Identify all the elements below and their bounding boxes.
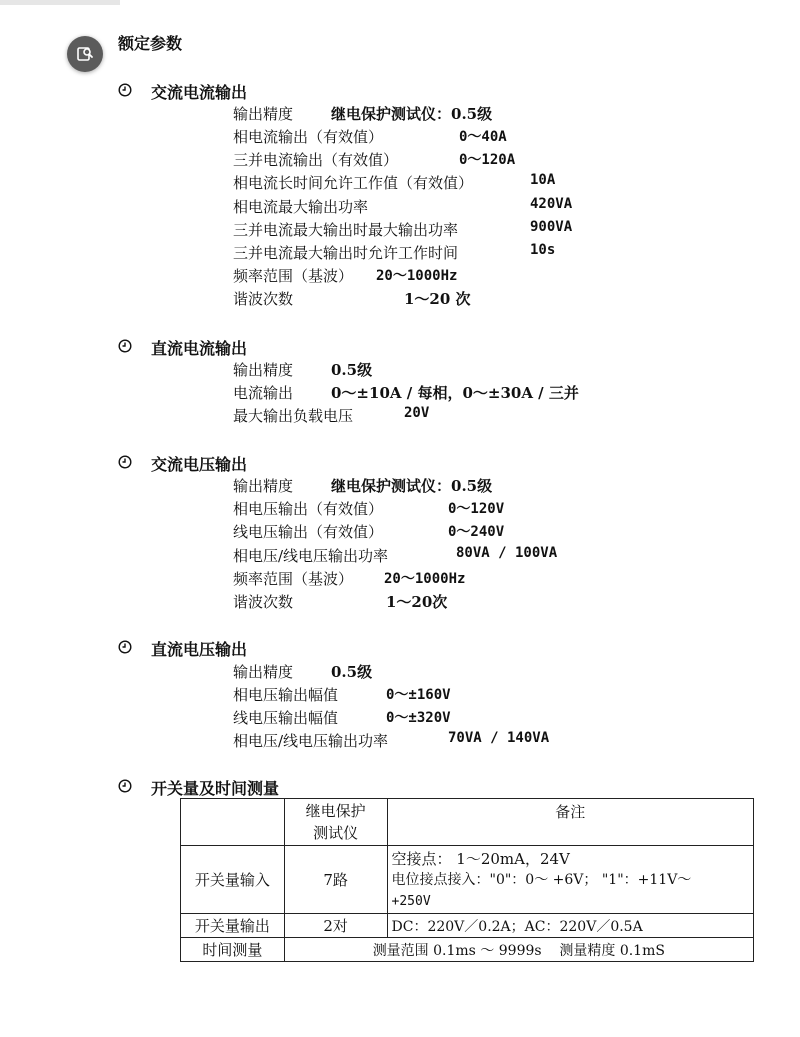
- param-key: 线电压输出（有效值）: [233, 523, 384, 541]
- param-value: 80VA / 100VA: [456, 545, 558, 561]
- param-key: 输出精度: [233, 663, 294, 681]
- param-key: 相电流最大输出功率: [233, 198, 369, 216]
- row-label: 开关量输入: [181, 846, 285, 914]
- param-value: 0.5级: [331, 361, 373, 379]
- top-strip: [0, 0, 120, 5]
- param-value: 0～±10A / 每相，0～±30A / 三并: [331, 384, 579, 402]
- section-heading-label: 交流电流输出: [151, 83, 248, 102]
- note-line: 空接点： 1～20mA，24V: [391, 849, 570, 868]
- param-key: 三并电流最大输出时最大输出功率: [233, 221, 459, 239]
- param-key: 频率范围（基波）: [233, 267, 354, 285]
- table-header-empty: [181, 799, 285, 846]
- param-value: 20～1000Hz: [384, 571, 466, 587]
- table-row: [181, 914, 754, 938]
- row-count: 2对: [284, 914, 387, 938]
- param-value: 0～120A: [459, 152, 516, 168]
- image-search-button[interactable]: [67, 36, 103, 72]
- image-search-icon: [76, 45, 94, 63]
- param-key: 相电压输出幅值: [233, 686, 339, 704]
- param-value: 20～1000Hz: [376, 268, 458, 284]
- param-value: 0～±320V: [386, 710, 451, 726]
- clock-bullet-icon: [118, 455, 132, 469]
- clock-bullet-icon: [118, 640, 132, 654]
- row-label: 开关量输出: [181, 914, 285, 938]
- param-key: 线电压输出幅值: [233, 709, 339, 727]
- table-header-note: 备注: [387, 799, 753, 846]
- param-value: 0～±160V: [386, 687, 451, 703]
- param-key: 电流输出: [233, 384, 294, 402]
- param-value: 0.5级: [331, 663, 373, 681]
- param-value: 900VA: [530, 219, 573, 235]
- section-heading-label: 直流电压输出: [151, 640, 248, 659]
- param-value: 继电保护测试仪：0.5级: [331, 477, 493, 495]
- param-key: 谐波次数: [233, 290, 294, 308]
- param-key: 相电流长时间允许工作值（有效值）: [233, 174, 474, 192]
- clock-bullet-icon: [118, 83, 132, 97]
- param-value: 70VA / 140VA: [448, 730, 550, 746]
- note-line: +250V: [391, 893, 431, 909]
- table-header-row: [181, 799, 754, 846]
- page-title: 额定参数: [118, 34, 183, 53]
- param-key: 三并电流最大输出时允许工作时间: [233, 244, 459, 262]
- param-key: 输出精度: [233, 361, 294, 379]
- row-note: 测量范围 0.1ms ～ 9999s 测量精度 0.1mS: [284, 938, 753, 962]
- table-row: [181, 846, 754, 914]
- param-key: 输出精度: [233, 105, 294, 123]
- param-key: 相电流输出（有效值）: [233, 128, 384, 146]
- clock-bullet-icon: [118, 779, 132, 793]
- param-value: 0～120V: [448, 501, 505, 517]
- param-key: 相电压/线电压输出功率: [233, 547, 389, 565]
- row-label: 时间测量: [181, 938, 285, 962]
- param-value: 1～20次: [386, 593, 448, 611]
- note-line: 电位接点接入："0"：0～ +6V； "1"：+11V～: [391, 871, 692, 888]
- param-key: 谐波次数: [233, 593, 294, 611]
- param-key: 最大输出负载电压: [233, 407, 354, 425]
- param-value: 继电保护测试仪：0.5级: [331, 105, 493, 123]
- param-key: 输出精度: [233, 477, 294, 495]
- param-key: 相电压/线电压输出功率: [233, 732, 389, 750]
- param-value: 0～240V: [448, 524, 505, 540]
- param-value: 10s: [530, 242, 556, 258]
- section-heading-label: 开关量及时间测量: [151, 779, 280, 798]
- table-header-device: 继电保护 测试仪: [284, 799, 387, 846]
- param-value: 10A: [530, 172, 556, 188]
- param-value: 20V: [404, 405, 430, 421]
- section-heading-label: 交流电压输出: [151, 455, 248, 474]
- clock-bullet-icon: [118, 339, 132, 353]
- section-heading-label: 直流电流输出: [151, 339, 248, 358]
- table-row: [181, 938, 754, 962]
- param-value: 420VA: [530, 196, 573, 212]
- param-value: 1～20 次: [404, 290, 471, 308]
- switch-time-table: [180, 798, 754, 962]
- row-note: DC：220V／0.2A；AC：220V／0.5A: [387, 914, 753, 938]
- param-value: 0～40A: [459, 129, 507, 145]
- param-key: 相电压输出（有效值）: [233, 500, 384, 518]
- row-count: 7路: [284, 846, 387, 914]
- param-key: 三并电流输出（有效值）: [233, 151, 399, 169]
- param-key: 频率范围（基波）: [233, 570, 354, 588]
- row-note: [387, 846, 753, 914]
